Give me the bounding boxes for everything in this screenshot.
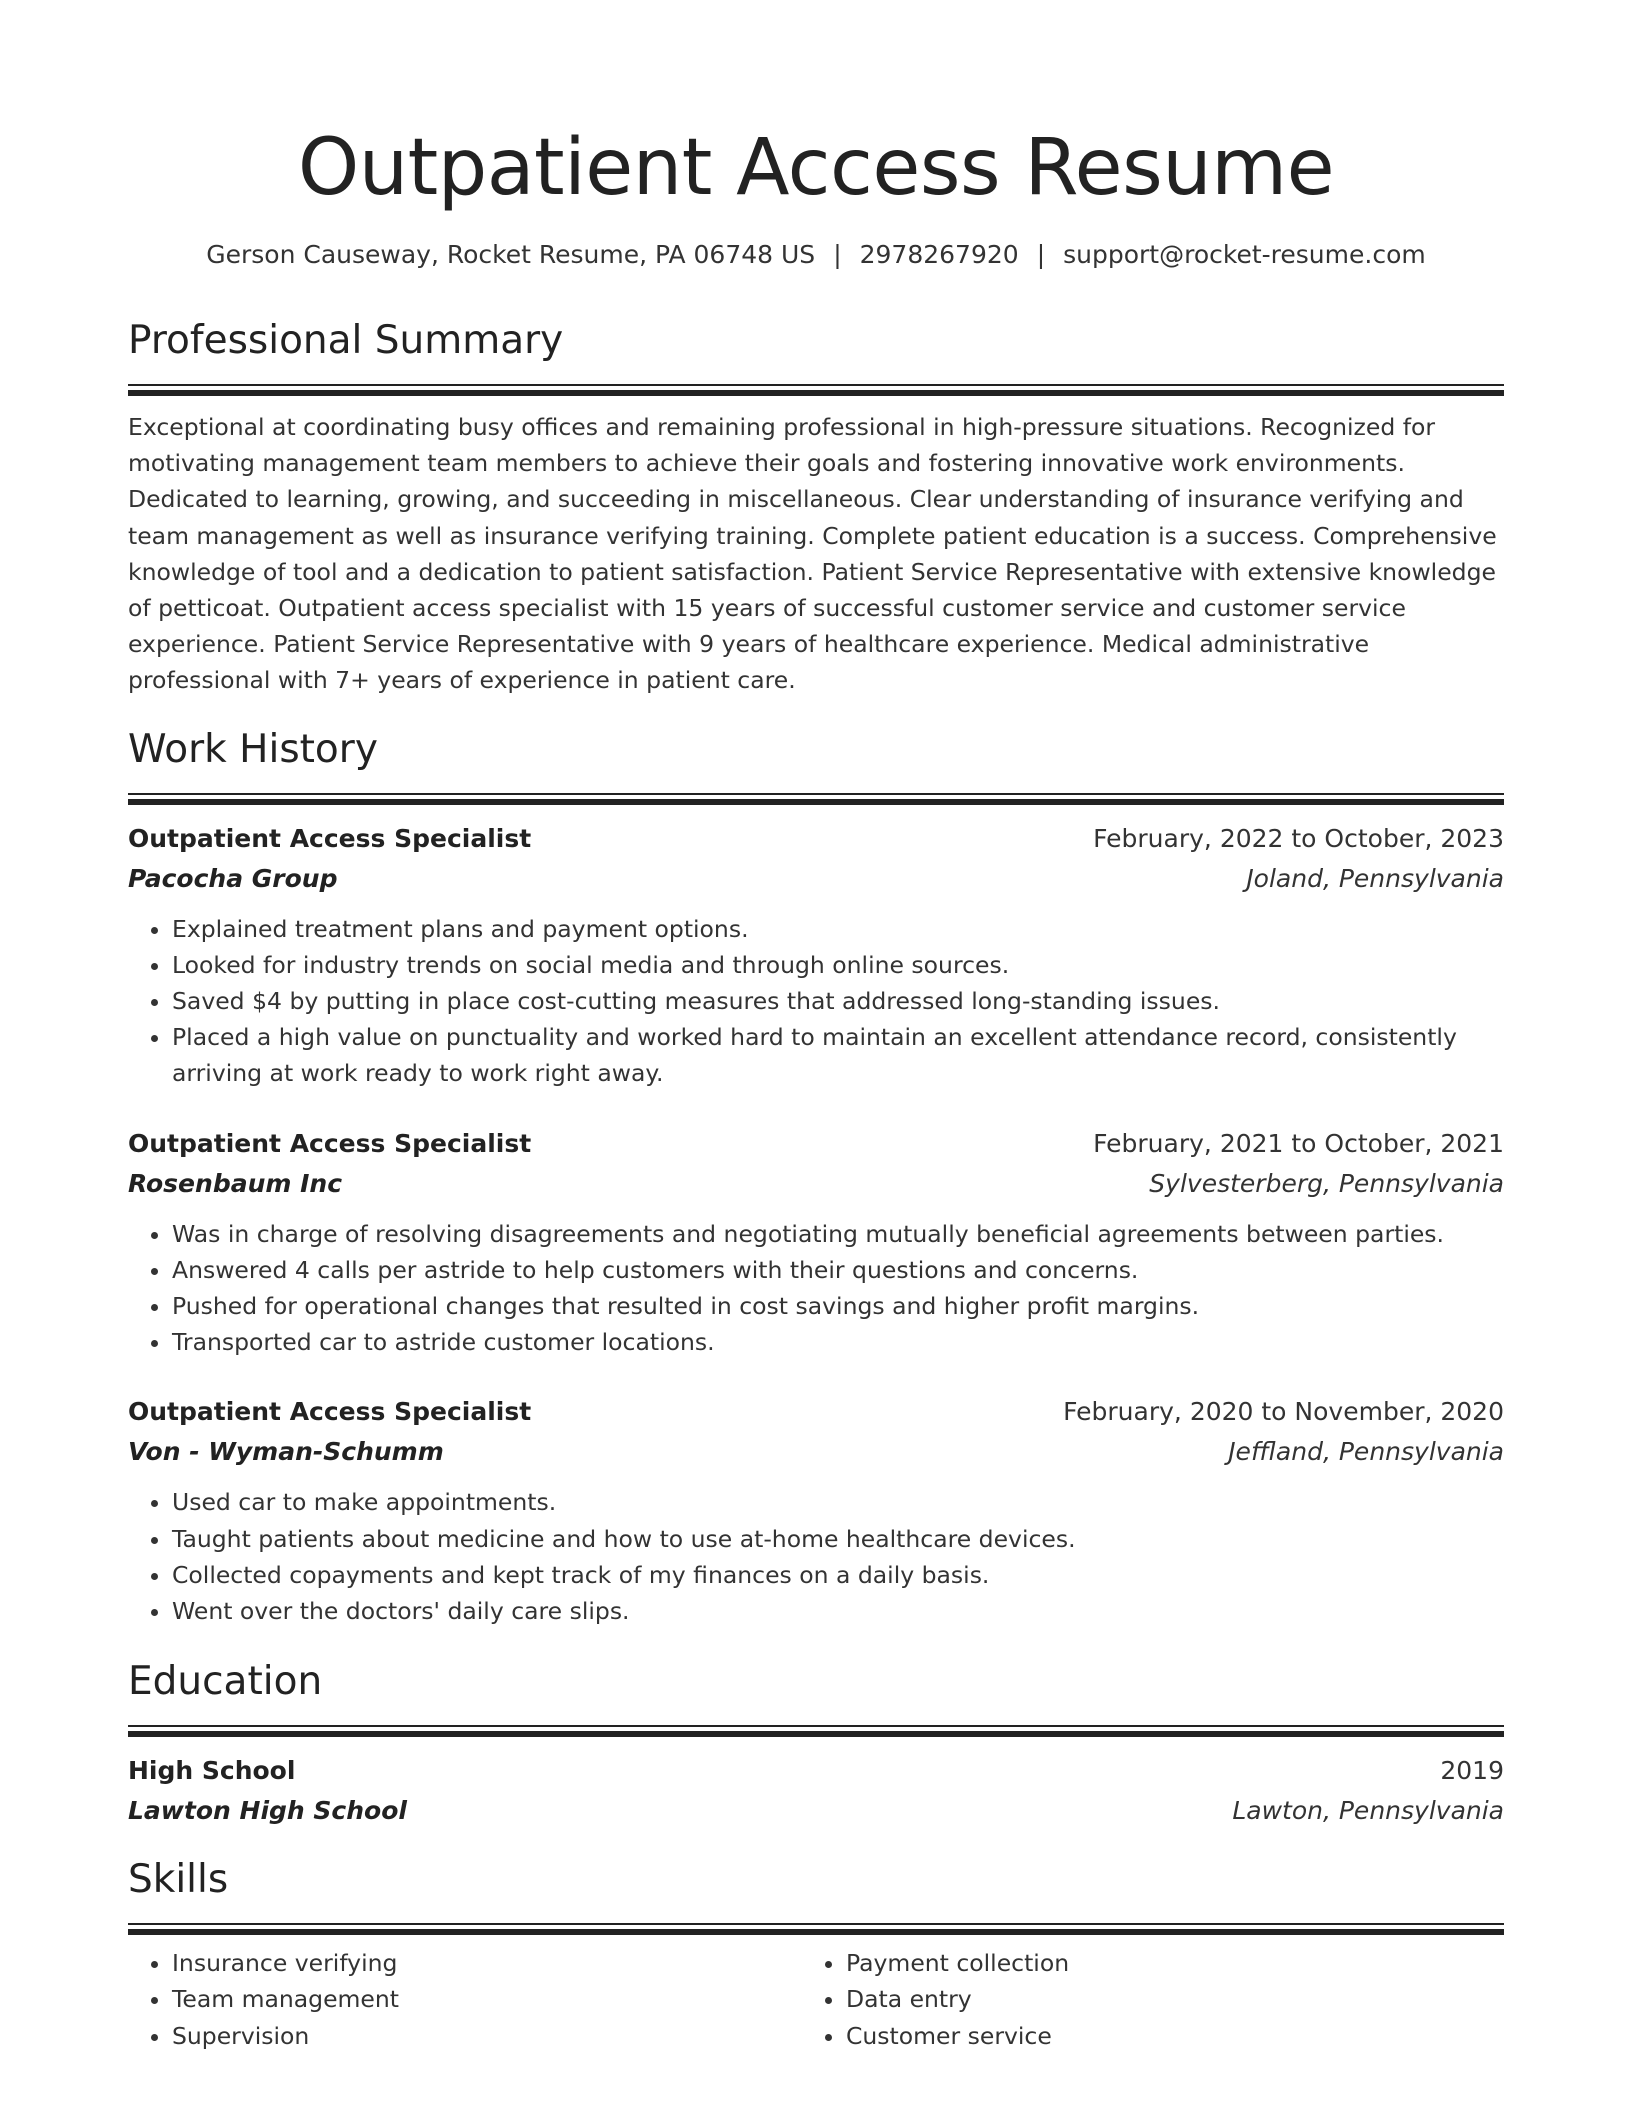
- job-employer: Rosenbaum Inc: [128, 1168, 343, 1198]
- list-item: • Pushed for operational changes that resulted in cost savings and higher profit margins.: [172, 1288, 1504, 1324]
- education-year: 2019: [1440, 1756, 1504, 1786]
- list-item: • Went over the doctors' daily care slips.: [172, 1593, 1504, 1629]
- list-item: • Looked for industry trends on social media and through online sources.: [172, 947, 1504, 983]
- list-item: • Taught patients about medicine and how to use at-home healthcare devices.: [172, 1521, 1504, 1557]
- list-item: • Answered 4 calls per astride to help customers with their questions and concerns.: [172, 1252, 1504, 1288]
- list-item: • Explained treatment plans and payment options.: [172, 911, 1504, 947]
- job-employer: Pacocha Group: [128, 863, 338, 893]
- resume-title: Outpatient Access Resume: [297, 123, 1335, 213]
- contact-phone: 2978267920: [859, 240, 1019, 269]
- section-title-education: Education: [128, 1659, 323, 1705]
- section-divider: [128, 1923, 1504, 1935]
- section-title-skills: Skills: [128, 1857, 229, 1903]
- job-entry: [128, 1126, 1504, 1361]
- skills-grid: [128, 1945, 1504, 2054]
- section-title-work-history: Work History: [128, 726, 378, 772]
- contact-email: support@rocket-resume.com: [1063, 240, 1426, 269]
- job-location: Joland, Pennsylvania: [1246, 863, 1504, 893]
- section-divider: [128, 793, 1504, 805]
- skill-item: • Team management: [172, 1981, 802, 2017]
- job-entry: [128, 821, 1504, 1092]
- education-degree: High School: [128, 1756, 296, 1786]
- job-dates: February, 2021 to October, 2021: [1093, 1128, 1504, 1158]
- list-item: • Transported car to astride customer locations.: [172, 1324, 1504, 1360]
- job-dates: February, 2022 to October, 2023: [1093, 823, 1504, 853]
- skill-item: • Insurance verifying: [172, 1945, 802, 1981]
- list-item: • Collected copayments and kept track of my finances on a daily basis.: [172, 1557, 1504, 1593]
- section-title-summary: Professional Summary: [128, 318, 564, 363]
- section-divider: [128, 384, 1504, 396]
- job-entry: [128, 1394, 1504, 1629]
- job-bullet-list: [128, 1216, 1504, 1361]
- list-item: • Used car to make appointments.: [172, 1484, 1504, 1520]
- contact-separator: |: [833, 240, 842, 269]
- education-entry: [128, 1753, 1504, 1829]
- skill-item: • Supervision: [172, 2018, 802, 2054]
- job-bullet-list: [128, 911, 1504, 1092]
- job-dates: February, 2020 to November, 2020: [1063, 1397, 1504, 1427]
- skills-list-left: [128, 1945, 802, 2054]
- skill-item: • Data entry: [846, 1981, 1446, 2017]
- job-title: Outpatient Access Specialist: [128, 823, 532, 853]
- contact-separator: |: [1036, 240, 1046, 269]
- job-title: Outpatient Access Specialist: [128, 1397, 532, 1427]
- list-item: • Placed a high value on punctuality and worked hard to maintain an excellent attendance record, consistently arriving at work ready to work right away.: [172, 1019, 1504, 1091]
- summary-paragraph: Exceptional at coordinating busy offices and remaining professional in high-pressure situations. Recognized for motivating management team members to achieve their goals and fostering innovative work environments. Dedicated to learning, growing, and succeeding in miscellaneous. Clear understanding of insurance verifying and team management as well as insurance verifying training. Complete patient education is a success. Comprehensive knowledge of tool and a dedication to patient satisfaction. Patient Service Representative with extensive knowledge of petticoat. Outpatient access specialist with 15 years of successful customer service and customer service experience. Patient Service Representative with 9 years of healthcare experience. Medical administrative professional with 7+ years of experience in patient care.: [128, 413, 1497, 695]
- education-school: Lawton High School: [128, 1796, 407, 1826]
- education-location: Lawton, Pennsylvania: [1232, 1796, 1504, 1826]
- skill-item: • Customer service: [846, 2018, 1446, 2054]
- list-item: • Saved $4 by putting in place cost-cutting measures that addressed long-standing issues.: [172, 983, 1504, 1019]
- job-location: Sylvesterberg, Pennsylvania: [1149, 1168, 1504, 1198]
- contact-line: [128, 238, 1504, 272]
- job-bullet-list: [128, 1484, 1504, 1629]
- job-location: Jeffland, Pennsylvania: [1228, 1437, 1504, 1467]
- skills-list-right: [802, 1945, 1446, 2054]
- job-title: Outpatient Access Specialist: [128, 1128, 532, 1158]
- list-item: • Was in charge of resolving disagreements and negotiating mutually beneficial agreements between parties.: [172, 1216, 1504, 1252]
- section-divider: [128, 1725, 1504, 1737]
- skill-item: • Payment collection: [846, 1945, 1446, 1981]
- contact-address: Gerson Causeway, Rocket Resume, PA 06748 US: [206, 240, 816, 269]
- job-employer: Von - Wyman-Schumm: [128, 1437, 444, 1467]
